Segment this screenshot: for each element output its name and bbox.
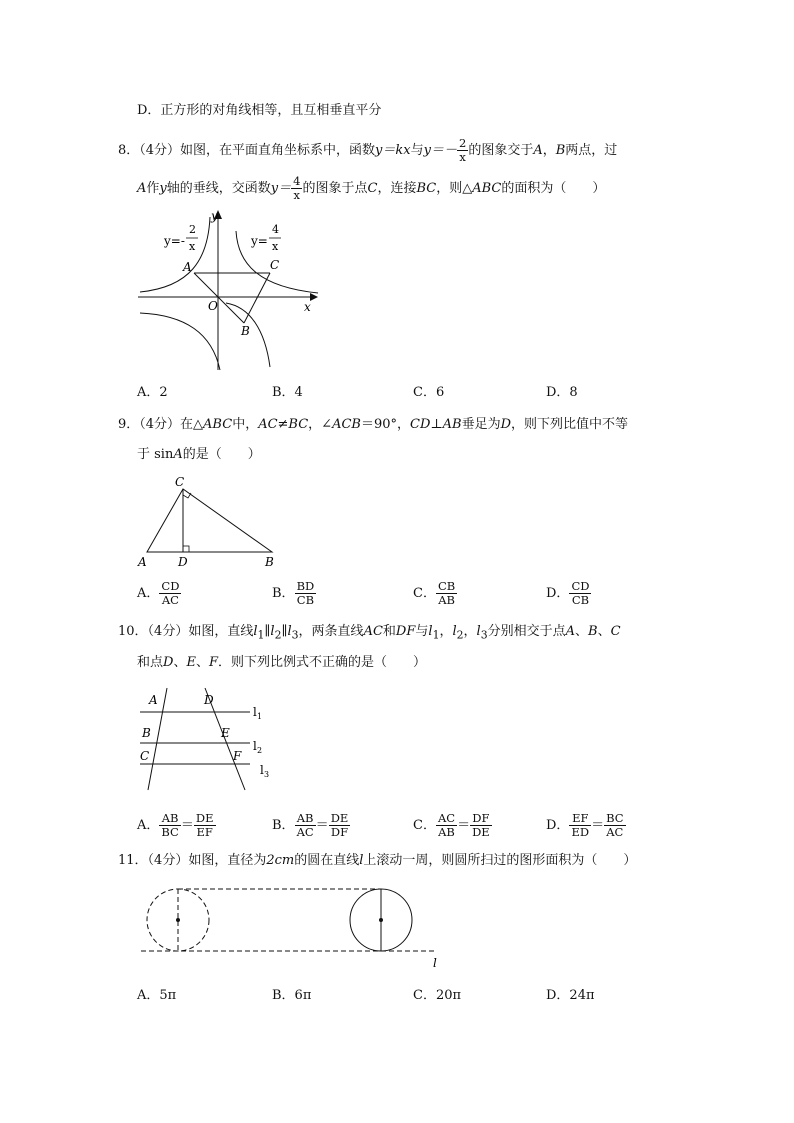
q10-l: l [428,624,433,639]
q10-sub: 2 [274,628,282,642]
q9-text: 的是（ ） [182,447,261,462]
frac-num: CD [571,579,590,593]
q9-text: ，则下列比值中不等 [511,417,629,432]
label-d: D [204,693,214,707]
q10-text: ，两条直线 [298,624,364,639]
frac-den: CB [571,593,590,607]
q10-pt: B [588,624,598,639]
q9-option-c[interactable] [413,580,457,607]
frac-den: DE [472,825,490,839]
frac-num: CD [161,579,180,593]
q8-text: 的图象于点 [302,181,368,196]
q8-point-c: C [367,181,378,196]
q8-point-b: B [555,143,566,158]
option-fraction [295,580,317,607]
frac-den: DF [330,825,349,839]
label-l2: l [253,739,257,753]
q10-text: 和 [382,624,396,639]
option-letter: B． [272,586,295,601]
q9-option-d[interactable] [546,580,591,607]
q8-y: y [159,181,167,196]
label-c: C [270,258,280,272]
frac-den: AB [438,593,455,607]
label-l1-sub: 1 [257,712,263,721]
q10-pt: F [208,655,219,670]
q10-text: ．则下列比例式不正确的是（ ） [218,655,427,670]
q10-l: l [253,624,258,639]
label-right-num: 4 [272,223,279,236]
q9-text: 中， [232,417,259,432]
q8-text: 轴的垂线，交函数 [166,181,271,196]
q10-parallel: ∥ [264,624,271,639]
label-a: A [149,693,158,707]
segment-bc [244,273,270,323]
q10-pt: D [163,655,174,670]
q10-text: 、 [195,655,209,670]
label-l3-sub: 3 [264,770,270,779]
option-fraction [569,580,591,607]
label-l3: l [260,763,264,777]
label-b: B [142,726,151,740]
q8-eq-kx: y＝kx [375,143,411,158]
option-fraction-right [194,812,216,839]
label-b: B [241,324,250,338]
option-letter: C． [413,818,436,833]
q11-option-b[interactable]: B．6π [272,988,312,1003]
equals: ＝ [591,818,605,833]
q10-text: 与 [415,624,429,639]
circle-start-center [176,918,180,922]
option-fraction [159,580,181,607]
q10-option-c[interactable] [413,812,492,839]
frac-num: 4 [293,174,301,188]
q9-stem-line1 [118,415,628,435]
q11-option-c[interactable]: C．20π [413,988,462,1003]
option-fraction-left [569,812,591,839]
x-axis-arrow-icon [310,293,318,301]
q10-text: 10．（4分）如图，直线 [118,624,254,639]
frac-den: AB [438,825,455,839]
q8-figure [130,205,330,375]
q10-stem-line1 [118,622,621,646]
q10-option-d[interactable] [546,812,626,839]
q8-seg-bc: BC [416,181,437,196]
q11-text: 11．（4分）如图，直径为 [118,853,267,868]
frac-den: CB [296,593,315,607]
q8-text: 两点，过 [565,143,618,158]
q9-text: ＝90°， [360,417,411,432]
q10-l: l [287,624,292,639]
q8-text: ， [542,143,556,158]
q10-text: 、 [575,624,589,639]
label-e: E [221,726,230,740]
label-l2-sub: 2 [257,746,263,755]
label-left-den: x [189,240,196,253]
q11-l: l [359,853,364,868]
option-fraction-left [436,812,457,839]
option-letter: D． [546,818,570,833]
q8-tri-abc: ABC [472,181,502,196]
q10-text: ， [439,624,453,639]
frac-num: EF [569,812,591,826]
frac-num: DF [470,812,492,826]
option-letter: B． [272,818,295,833]
option-fraction-right [470,812,492,839]
q7-option-d: D．正方形的对角线相等，且互相垂直平分 [137,103,382,118]
triangle-abc [147,489,272,552]
q9-cond: AC≠BC [258,417,309,432]
q10-sub: 1 [432,628,440,642]
frac-den: ED [571,825,590,839]
option-letter: A． [137,586,160,601]
label-y: y [211,209,218,223]
label-a: A [183,260,192,274]
q9-a: A [173,447,183,462]
q8-option-c[interactable]: C．6 [413,385,445,400]
frac-den: x [459,150,466,164]
label-x: x [304,300,311,314]
q8-text: 的面积为（ ） [501,181,606,196]
equals: ＝ [315,818,329,833]
q10-parallel: ∥ [281,624,288,639]
q11-figure [135,880,445,970]
label-left-eq: y=- [164,234,185,248]
q9-angle: ACB [332,417,361,432]
q8-eq-y: y＝－ [423,143,457,158]
frac-den: AC [296,825,314,839]
frac-num: BC [606,811,624,825]
q9-option-b[interactable] [272,580,316,607]
label-a: A [138,555,147,569]
q9-text: 9．（4分）在△ [118,417,204,432]
q10-option-a[interactable] [137,812,216,839]
q8-text: ，则△ [436,181,473,196]
q10-ac: AC [363,624,383,639]
q10-figure [135,685,285,795]
frac-den: x [293,188,301,202]
option-letter: D． [546,586,570,601]
q9-text: 垂足为 [461,417,501,432]
label-right-eq: y= [251,234,268,248]
frac-num: DE [330,811,349,825]
frac-num: DE [195,811,214,825]
label-l1: l [253,705,257,719]
label-d: D [178,555,188,569]
q10-l: l [476,624,481,639]
frac-den: EF [196,825,213,839]
q8-option-b[interactable]: B．4 [272,385,303,400]
label-c: C [175,475,185,489]
q10-option-b[interactable] [272,812,350,839]
right-angle-d-icon [183,546,189,552]
q11-stem [118,851,636,871]
option-letter: C． [413,586,436,601]
frac-den: AC [161,593,179,607]
q9-point-d: D [500,417,512,432]
option-fraction-right [604,812,625,839]
q10-text: ， [463,624,477,639]
q9-perp: CD⊥AB [410,417,462,432]
option-fraction-left [295,812,316,839]
q10-l: l [270,624,275,639]
q8-option-d[interactable]: D．8 [546,385,578,400]
q10-text: 和点 [137,655,164,670]
q8-point-a: A [533,143,543,158]
q8-stem-line2 [137,175,605,202]
q8-text: 作 [146,181,160,196]
label-b: B [265,555,274,569]
label-o: O [208,299,218,313]
frac-den: AC [606,825,624,839]
label-l: l [433,956,437,970]
label-c: C [140,749,150,763]
q9-text: 于 sin [137,447,174,462]
q8-fraction-4x [291,175,302,202]
q10-text: 分别相交于点 [487,624,566,639]
q9-tri: ABC [203,417,233,432]
q10-pt: A [565,624,576,639]
label-left-num: 2 [189,223,196,236]
q10-pt: C [610,624,621,639]
q10-l: l [452,624,457,639]
label-right-den: x [272,240,279,253]
q10-text: 、 [173,655,187,670]
q10-sub: 1 [257,628,265,642]
q10-stem-line2 [137,653,426,673]
frac-num: 2 [458,136,467,150]
q11-option-d[interactable]: D．24π [546,988,595,1003]
circle-end-center [379,918,383,922]
option-fraction-right [329,812,351,839]
curve-4x-q3 [140,313,220,370]
q11-text: 的圆在直线 [294,853,360,868]
option-fraction-left [159,812,180,839]
frac-num: AB [295,812,316,826]
q8-point-a: A [137,181,147,196]
q8-text: 的图象交于 [468,143,534,158]
equals: ＝ [180,818,194,833]
q9-option-a[interactable] [137,580,181,607]
q11-text: 上滚动一周，则圆所扫过的图形面积为（ ） [363,853,637,868]
label-f: F [233,749,242,763]
q8-text: 与 [410,143,424,158]
q8-stem-line1 [118,137,617,164]
q8-option-a[interactable]: A．2 [137,385,168,400]
curve-neg2x-q2 [140,217,210,292]
q9-figure [135,472,285,572]
q10-sub: 2 [456,628,464,642]
q9-stem-line2 [137,445,261,465]
frac-num: CB [437,579,456,593]
q8-text: ，连接 [377,181,417,196]
frac-den: BC [161,825,179,839]
q8-text: 8．（4分）如图，在平面直角坐标系中，函数 [118,143,376,158]
q10-sub: 3 [480,628,488,642]
frac-num: BD [296,579,315,593]
frac-num: AB [159,812,180,826]
q8-eq-y2: y＝ [270,181,292,196]
q11-diameter: 2cm [266,853,295,868]
q10-pt: E [186,655,196,670]
q10-sub: 3 [291,628,299,642]
q8-fraction-2x [457,137,468,164]
equals: ＝ [457,818,471,833]
frac-num: AC [437,811,456,825]
option-letter: A． [137,818,160,833]
option-fraction [436,580,457,607]
segment-ab [194,273,244,323]
q10-df: DF [395,624,416,639]
q9-text: ，∠ [308,417,333,432]
q11-option-a[interactable]: A．5π [137,988,177,1003]
q10-text: 、 [597,624,611,639]
